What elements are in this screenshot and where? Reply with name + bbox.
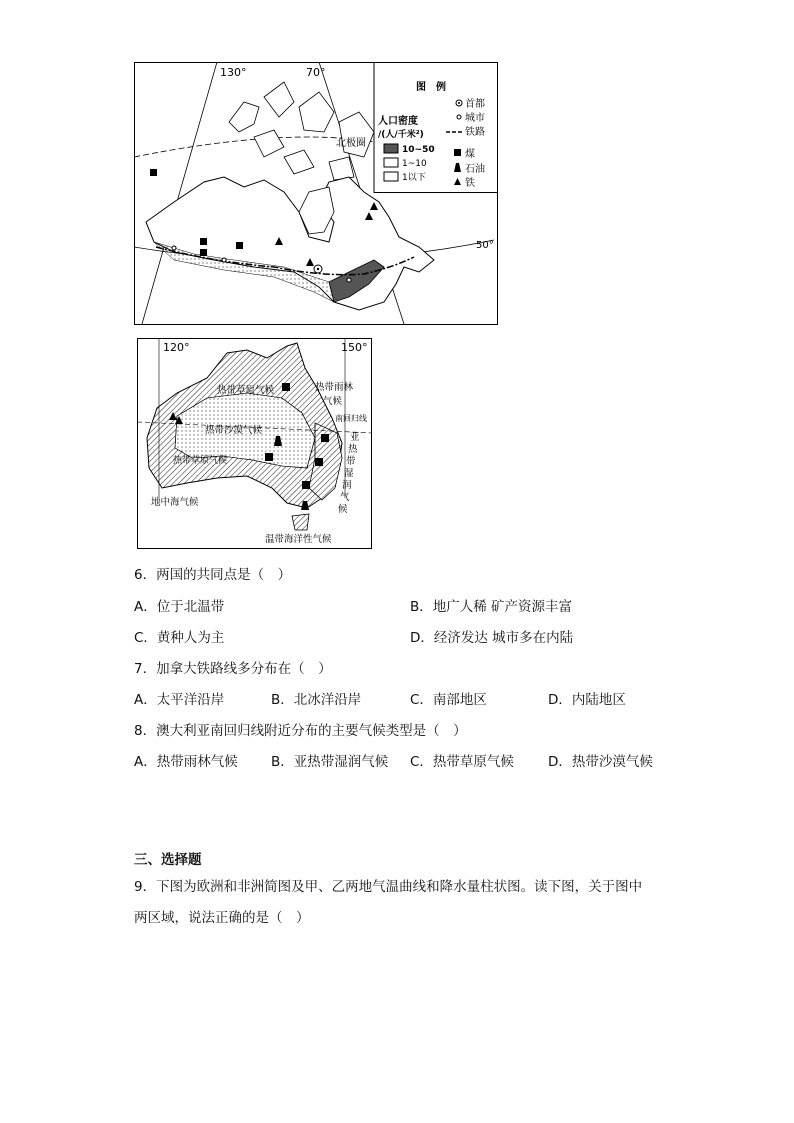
legend-density-title-2: /(人/千米²): [378, 130, 424, 140]
canada-map-legend: [374, 63, 498, 193]
label-rainforest-1: 热带雨林: [315, 382, 354, 393]
q9-stem-line1: 9．下图为欧洲和非洲简图及甲、乙两地气温曲线和降水量柱状图。读下图，关于图中: [134, 879, 643, 895]
q7-option-d[interactable]: D．内陆地区: [548, 692, 626, 708]
tasmania: [292, 514, 309, 530]
city-symbol: [347, 278, 351, 282]
legend-density-low: 1以下: [402, 173, 426, 183]
q9-stem-line2: 两区域，说法正确的是（ ）: [134, 910, 310, 926]
q8-option-b[interactable]: B．亚热带湿润气候: [271, 754, 389, 770]
coal-symbol: [321, 434, 329, 442]
label-subtropical-6: 气: [340, 492, 350, 503]
legend-density-high: 10~50: [402, 145, 435, 155]
legend-coal: 煤: [465, 149, 475, 160]
coal-symbol: [315, 458, 323, 466]
coal-symbol: [282, 383, 290, 391]
q7-option-b[interactable]: B．北冰洋沿岸: [271, 692, 362, 708]
coal-symbol: [302, 481, 310, 489]
lon-70-label: 70°: [306, 66, 326, 79]
lon-150-label: 150°: [341, 341, 368, 354]
legend-oil: 石油: [465, 164, 485, 175]
q6-option-a[interactable]: A．位于北温带: [134, 599, 225, 615]
arctic-circle-label: 北极圈: [336, 138, 366, 149]
legend-capital: 首都: [465, 99, 485, 110]
label-oceanic: 温带海洋性气候: [265, 534, 332, 545]
legend-title: 图 例: [416, 82, 446, 93]
legend-city: 城市: [465, 113, 485, 124]
canada-map: [134, 62, 498, 325]
section-3-heading: 三、选择题: [134, 852, 202, 868]
legend-density-mid: 1~10: [402, 159, 427, 169]
australia-map: [137, 338, 372, 549]
legend-iron: 铁: [465, 178, 475, 189]
tropic-label: 南回归线: [335, 414, 367, 423]
label-subtropical-1: 亚: [350, 432, 360, 443]
legend-density-title-1: 人口密度: [378, 116, 418, 127]
coal-symbol: [265, 453, 273, 461]
city-symbol: [172, 246, 176, 250]
q7-stem: 7．加拿大铁路线多分布在（ ）: [134, 661, 332, 677]
q8-option-a[interactable]: A．热带雨林气候: [134, 754, 238, 770]
label-subtropical-4: 湿: [344, 468, 354, 479]
lon-120-label: 120°: [163, 341, 190, 354]
coal-symbol: [150, 169, 157, 176]
q7-option-c[interactable]: C．南部地区: [410, 692, 487, 708]
lat-50-label: 50°: [476, 240, 494, 251]
label-savanna-north: 热带草原气候: [217, 385, 275, 396]
q6-stem: 6．两国的共同点是（ ）: [134, 567, 292, 583]
city-symbol: [222, 258, 226, 262]
label-mediterranean: 地中海气候: [151, 497, 199, 508]
q7-option-a[interactable]: A．太平洋沿岸: [134, 692, 225, 708]
lon-130-label: 130°: [220, 66, 247, 79]
q8-option-c[interactable]: C．热带草原气候: [410, 754, 514, 770]
coal-symbol: [200, 238, 207, 245]
q6-option-d[interactable]: D．经济发达 城市多在内陆: [410, 630, 574, 646]
coal-symbol: [236, 242, 243, 249]
q6-option-b[interactable]: B．地广人稀 矿产资源丰富: [410, 599, 573, 615]
legend-railway: 铁路: [465, 127, 485, 138]
label-savanna-west: 热带草原气候: [173, 456, 228, 466]
q6-option-c[interactable]: C．黄种人为主: [134, 630, 225, 646]
label-subtropical-5: 润: [342, 480, 352, 491]
label-rainforest-2: 气候: [323, 396, 343, 407]
coal-symbol: [200, 249, 207, 256]
label-subtropical-2: 热: [348, 444, 358, 455]
label-desert: 热带沙漠气候: [205, 425, 263, 436]
label-subtropical-3: 带: [346, 456, 356, 467]
q8-stem: 8．澳大利亚南回归线附近分布的主要气候类型是（ ）: [134, 723, 467, 739]
q8-option-d[interactable]: D．热带沙漠气候: [548, 754, 653, 770]
label-subtropical-7: 候: [338, 504, 348, 515]
